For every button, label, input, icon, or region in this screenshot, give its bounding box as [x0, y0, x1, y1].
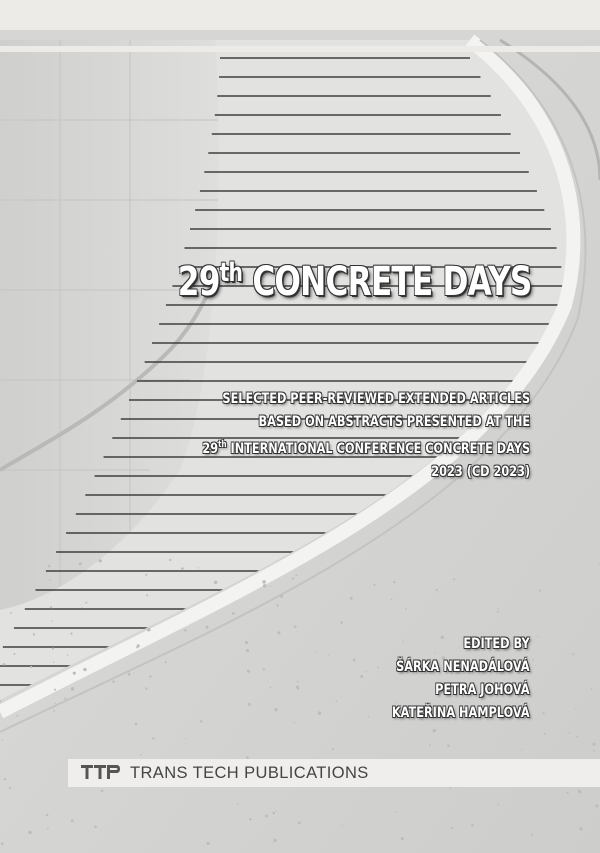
terrazzo-speck — [48, 565, 50, 567]
terrazzo-speck — [471, 824, 474, 827]
terrazzo-speck — [270, 686, 272, 688]
terrazzo-speck — [265, 814, 268, 817]
terrazzo-speck — [429, 744, 431, 746]
terrazzo-speck — [232, 612, 235, 615]
terrazzo-speck — [280, 595, 283, 598]
terrazzo-speck — [272, 812, 275, 815]
terrazzo-speck — [128, 673, 131, 676]
terrazzo-speck — [135, 723, 138, 726]
terrazzo-speck — [595, 805, 598, 808]
terrazzo-speck — [451, 827, 453, 829]
terrazzo-speck — [276, 604, 278, 606]
terrazzo-speck — [316, 651, 317, 652]
terrazzo-speck — [532, 659, 534, 661]
terrazzo-speck — [249, 818, 252, 821]
terrazzo-speck — [262, 668, 264, 670]
terrazzo-speck — [51, 620, 53, 622]
terrazzo-speck — [498, 804, 500, 806]
subtitle-line: SELECTED PEER-REVIEWED EXTENDED ARTICLES — [222, 391, 530, 407]
subtitle-line: 2023 (CD 2023) — [431, 464, 530, 480]
terrazzo-speck — [184, 629, 186, 631]
terrazzo-speck — [405, 608, 407, 610]
terrazzo-speck — [136, 646, 138, 648]
terrazzo-speck — [521, 749, 522, 750]
terrazzo-speck — [537, 636, 538, 637]
terrazzo-speck — [497, 611, 499, 613]
terrazzo-speck — [263, 584, 267, 588]
title-ordinal: th — [220, 258, 243, 288]
edited-by-label: EDITED BY — [463, 636, 530, 652]
terrazzo-speck — [4, 778, 6, 780]
terrazzo-speck — [145, 687, 147, 689]
terrazzo-speck — [50, 606, 52, 608]
terrazzo-speck — [2, 739, 3, 740]
terrazzo-speck — [53, 710, 55, 712]
terrazzo-speck — [67, 654, 68, 655]
publisher-name: TRANS TECH PUBLICATIONS — [130, 764, 369, 782]
terrazzo-speck — [147, 628, 150, 631]
terrazzo-speck — [297, 687, 300, 690]
terrazzo-speck — [33, 633, 35, 635]
terrazzo-speck — [140, 754, 142, 756]
editor-name: ŠÁRKA NENADÁLOVÁ — [396, 659, 530, 675]
terrazzo-speck — [181, 567, 184, 570]
terrazzo-speck — [544, 733, 546, 735]
terrazzo-speck — [214, 581, 217, 584]
terrazzo-speck — [294, 625, 297, 628]
terrazzo-speck — [274, 708, 277, 711]
terrazzo-speck — [273, 839, 276, 842]
terrazzo-speck — [377, 667, 379, 669]
terrazzo-speck — [10, 612, 12, 614]
terrazzo-speck — [247, 670, 250, 673]
terrazzo-speck — [332, 748, 334, 750]
terrazzo-speck — [70, 632, 72, 634]
terrazzo-speck — [198, 567, 199, 568]
title-number: 29 — [178, 259, 221, 305]
terrazzo-speck — [133, 672, 134, 673]
subtitle-line: BASED ON ABSTRACTS PRESENTED AT THE — [258, 414, 530, 430]
terrazzo-speck — [47, 828, 49, 830]
terrazzo-speck — [327, 655, 329, 657]
ttp-logo-icon — [81, 765, 121, 781]
terrazzo-speck — [579, 827, 582, 830]
terrazzo-speck — [447, 744, 450, 747]
terrazzo-speck — [318, 711, 321, 714]
terrazzo-speck — [71, 819, 74, 822]
terrazzo-speck — [237, 803, 238, 804]
terrazzo-speck — [28, 831, 32, 835]
terrazzo-speck — [572, 653, 574, 655]
terrazzo-speck — [575, 709, 576, 710]
terrazzo-speck — [46, 814, 49, 817]
terrazzo-speck — [55, 703, 56, 704]
terrazzo-speck — [292, 578, 294, 580]
terrazzo-speck — [298, 821, 301, 824]
terrazzo-speck — [350, 597, 353, 600]
terrazzo-speck — [112, 680, 115, 683]
terrazzo-speck — [79, 562, 82, 565]
terrazzo-speck — [149, 675, 151, 677]
terrazzo-speck — [169, 559, 171, 561]
terrazzo-speck — [270, 585, 271, 586]
terrazzo-speck — [401, 837, 404, 840]
terrazzo-speck — [436, 589, 438, 591]
terrazzo-speck — [200, 720, 203, 723]
terrazzo-speck — [391, 599, 393, 601]
terrazzo-speck — [276, 810, 277, 811]
terrazzo-speck — [207, 842, 210, 845]
terrazzo-speck — [71, 687, 74, 690]
terrazzo-speck — [592, 743, 595, 746]
terrazzo-speck — [152, 737, 154, 739]
editor-name: PETRA JOHOVÁ — [435, 682, 530, 698]
terrazzo-speck — [341, 824, 342, 825]
terrazzo-speck — [576, 736, 578, 738]
terrazzo-speck — [590, 688, 592, 690]
terrazzo-speck — [3, 663, 6, 666]
terrazzo-speck — [340, 621, 343, 624]
terrazzo-speck — [368, 716, 369, 717]
terrazzo-speck — [16, 715, 18, 717]
terrazzo-speck — [297, 681, 299, 683]
terrazzo-speck — [9, 787, 11, 789]
terrazzo-speck — [262, 580, 266, 584]
terrazzo-speck — [30, 666, 32, 668]
terrazzo-speck — [498, 608, 499, 609]
terrazzo-speck — [295, 574, 297, 576]
terrazzo-speck — [85, 602, 87, 604]
terrazzo-speck — [185, 738, 186, 739]
terrazzo-speck — [393, 581, 395, 583]
terrazzo-speck — [335, 700, 337, 702]
editors-block — [392, 633, 530, 725]
editor-name: KATEŘINA HAMPLOVÁ — [392, 705, 530, 721]
terrazzo-speck — [578, 790, 581, 793]
terrazzo-speck — [539, 589, 541, 591]
terrazzo-speck — [453, 578, 455, 580]
terrazzo-speck — [248, 703, 251, 706]
terrazzo-speck — [99, 559, 102, 562]
terrazzo-speck — [433, 729, 437, 733]
terrazzo-speck — [101, 790, 104, 793]
terrazzo-speck — [54, 689, 56, 691]
terrazzo-speck — [245, 641, 248, 644]
terrazzo-speck — [566, 792, 568, 794]
terrazzo-speck — [81, 607, 82, 608]
terrazzo-speck — [543, 712, 545, 714]
terrazzo-speck — [360, 675, 363, 678]
terrazzo-speck — [53, 662, 54, 663]
terrazzo-speck — [1, 842, 4, 845]
terrazzo-speck — [277, 631, 280, 634]
terrazzo-speck — [395, 811, 397, 813]
terrazzo-speck — [83, 668, 86, 671]
terrazzo-speck — [246, 649, 249, 652]
book-title — [178, 258, 532, 305]
terrazzo-speck — [294, 722, 295, 723]
terrazzo-speck — [569, 732, 571, 734]
terrazzo-speck — [145, 574, 147, 576]
terrazzo-speck — [373, 584, 375, 586]
title-text: CONCRETE DAYS — [252, 259, 532, 305]
terrazzo-speck — [73, 672, 76, 675]
terrazzo-speck — [206, 626, 209, 629]
subtitle-line: 29th INTERNATIONAL CONFERENCE CONCRETE DAYS — [202, 440, 530, 457]
terrazzo-speck — [64, 698, 66, 700]
book-subtitle — [202, 388, 530, 484]
terrazzo-speck — [94, 826, 97, 829]
terrazzo-speck — [52, 647, 54, 649]
terrazzo-speck — [365, 671, 366, 672]
terrazzo-speck — [146, 594, 148, 596]
terrazzo-speck — [594, 750, 596, 752]
terrazzo-speck — [13, 653, 15, 655]
terrazzo-speck — [49, 579, 51, 581]
publisher-bar — [68, 759, 600, 787]
terrazzo-speck — [165, 661, 167, 663]
terrazzo-speck — [353, 659, 356, 662]
terrazzo-speck — [531, 834, 533, 836]
